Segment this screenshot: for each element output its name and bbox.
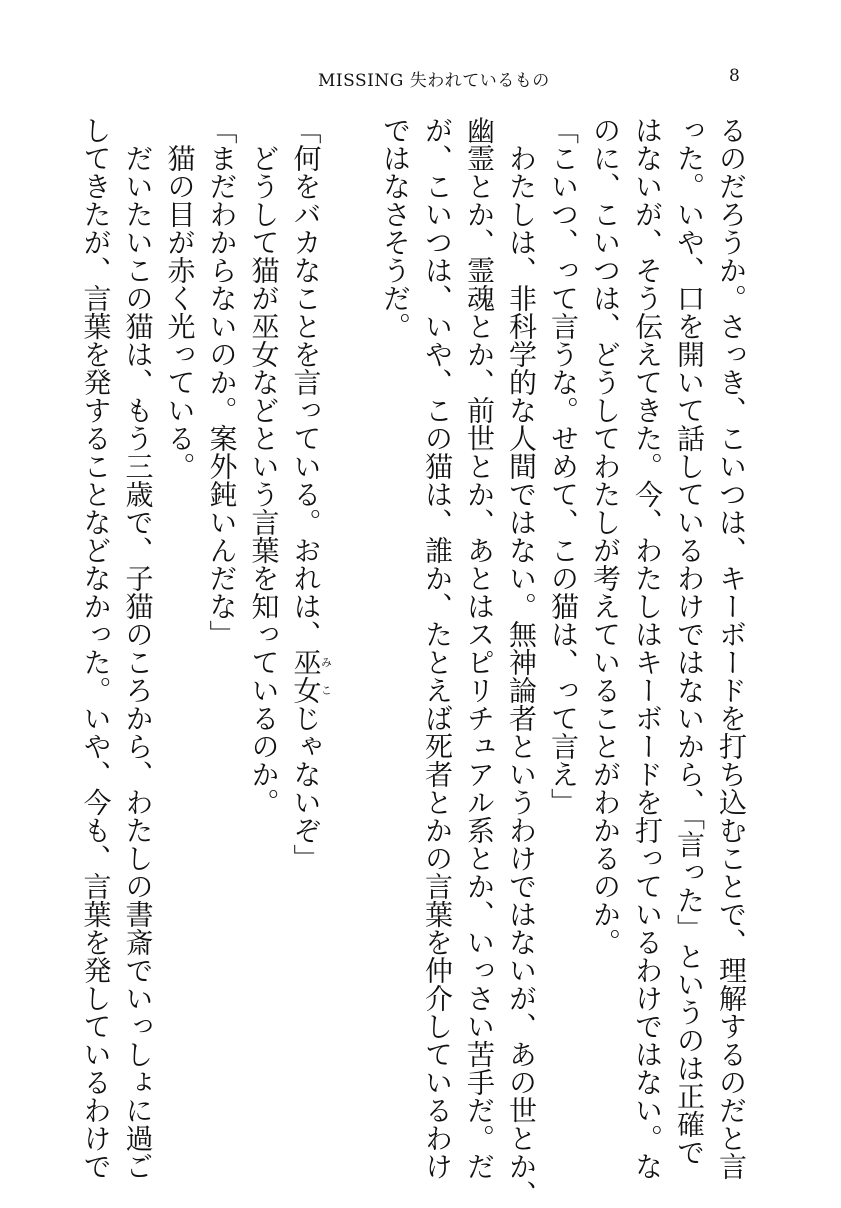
text-line: わたしは、非科学的な人間ではない。無神論者というわけではないが、あの世とか、 [505, 116, 538, 1208]
ruby-word [289, 648, 333, 704]
text-line: はないが、そう伝えてきた。今、わたしはキーボードを打っているわけではない。な [631, 116, 664, 1180]
text-line: った。いや、口を開いて話しているわけではないから、「言った」というのは正確で [673, 116, 706, 1166]
ruby-reading: みこ [319, 648, 333, 704]
text-line: だいたいこの猫は、もう三歳で、子猫のころから、わたしの書斎でいっしょに過ご [121, 116, 155, 1180]
page-number: 8 [729, 66, 740, 86]
text-line-tail: じゃないぞ」 [289, 704, 323, 872]
text-line: 幽霊とか、霊魂とか、前世とか、あとはスピリチュアル系とか、いっさい苦手だ。だ [463, 116, 496, 1180]
text-line: ではなさそうだ。 [379, 116, 412, 340]
text-line: が、こいつは、いや、この猫は、誰か、たとえば死者とかの言葉を仲介しているわけ [421, 116, 454, 1180]
vertical-text-body [79, 116, 752, 1208]
text-line-with-ruby [285, 116, 333, 1116]
text-line-lead: 「何をバカなことを言っている。おれは、 [289, 116, 323, 648]
ruby-base: 巫女 [289, 648, 323, 704]
text-line: るのだろうか。さっき、こいつは、キーボードを打ち込むことで、理解するのだと言 [715, 116, 748, 1180]
text-line: 「まだわからないのか。案外鈍いんだな」 [205, 116, 239, 648]
page-header [0, 66, 841, 96]
text-line: 猫の目が赤く光っている。 [163, 116, 197, 480]
text-line: 「こいつ、って言うな。せめて、この猫は、って言え」 [547, 116, 580, 816]
text-line: してきたが、言葉を発することなどなかった。いや、今も、言葉を発しているわけで [79, 116, 113, 1180]
text-line: どうして猫が巫女などという言葉を知っているのか。 [247, 116, 281, 816]
running-title: MISSING 失われているもの [318, 71, 550, 91]
text-line: のに、こいつは、どうしてわたしが考えていることがわかるのか。 [589, 116, 622, 956]
blank-line [332, 116, 374, 1116]
